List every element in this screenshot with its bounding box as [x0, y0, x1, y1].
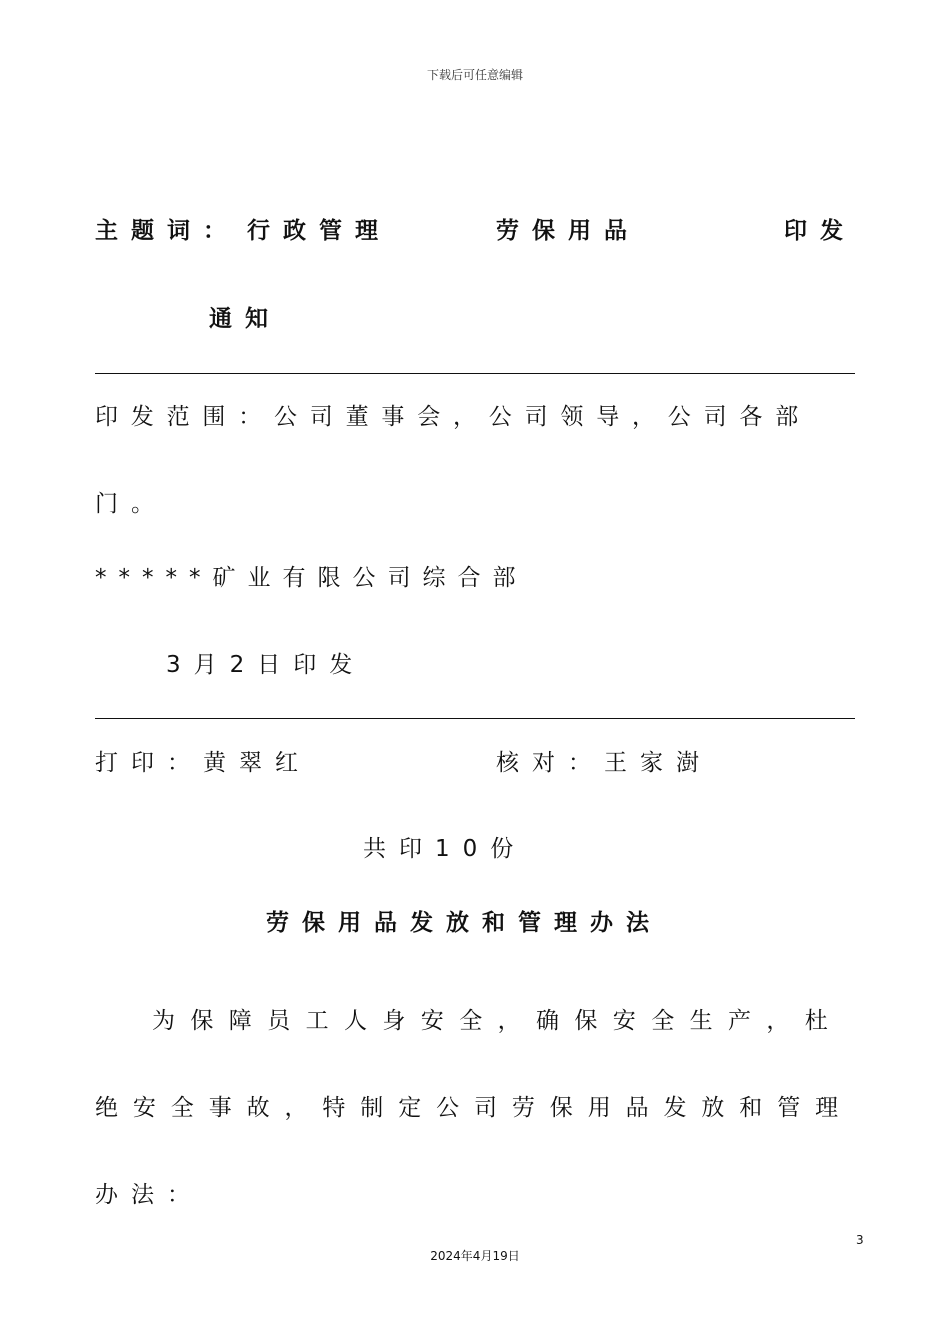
subject-label: 主题词： [95, 218, 239, 244]
body-line-1: 为保障员工人身安全，确保安全生产，杜 [152, 1008, 844, 1034]
body-line-2: 绝安全事故，特制定公司劳保用品发放和管理 [95, 1095, 853, 1121]
issue-date: 3月2日印发 [166, 652, 366, 678]
typist: 打印：黄翠红 [95, 750, 311, 776]
checker: 核对：王家澍 [496, 750, 712, 776]
copies-count: 共印10份 [363, 836, 527, 862]
document-title: 劳保用品发放和管理办法 [266, 910, 662, 936]
divider-bottom [95, 718, 855, 719]
distribution-line-2: 门。 [95, 491, 167, 517]
subject-term-protective-gear: 劳保用品 [496, 218, 640, 244]
divider-top [95, 373, 855, 374]
page-footer-date: 2024年4月19日 [430, 1249, 520, 1263]
subject-term-admin: 行政管理 [247, 218, 391, 244]
distribution-line-1: 印发范围：公司董事会，公司领导，公司各部 [95, 404, 811, 430]
issuer-organization: *****矿业有限公司综合部 [95, 565, 528, 591]
subject-term-notice: 通知 [209, 306, 281, 332]
subject-term-issue: 印发 [784, 218, 856, 244]
page-number: 3 [856, 1233, 864, 1247]
page-header: 下载后可任意编辑 [426, 68, 523, 82]
body-line-3: 办法： [95, 1182, 203, 1208]
